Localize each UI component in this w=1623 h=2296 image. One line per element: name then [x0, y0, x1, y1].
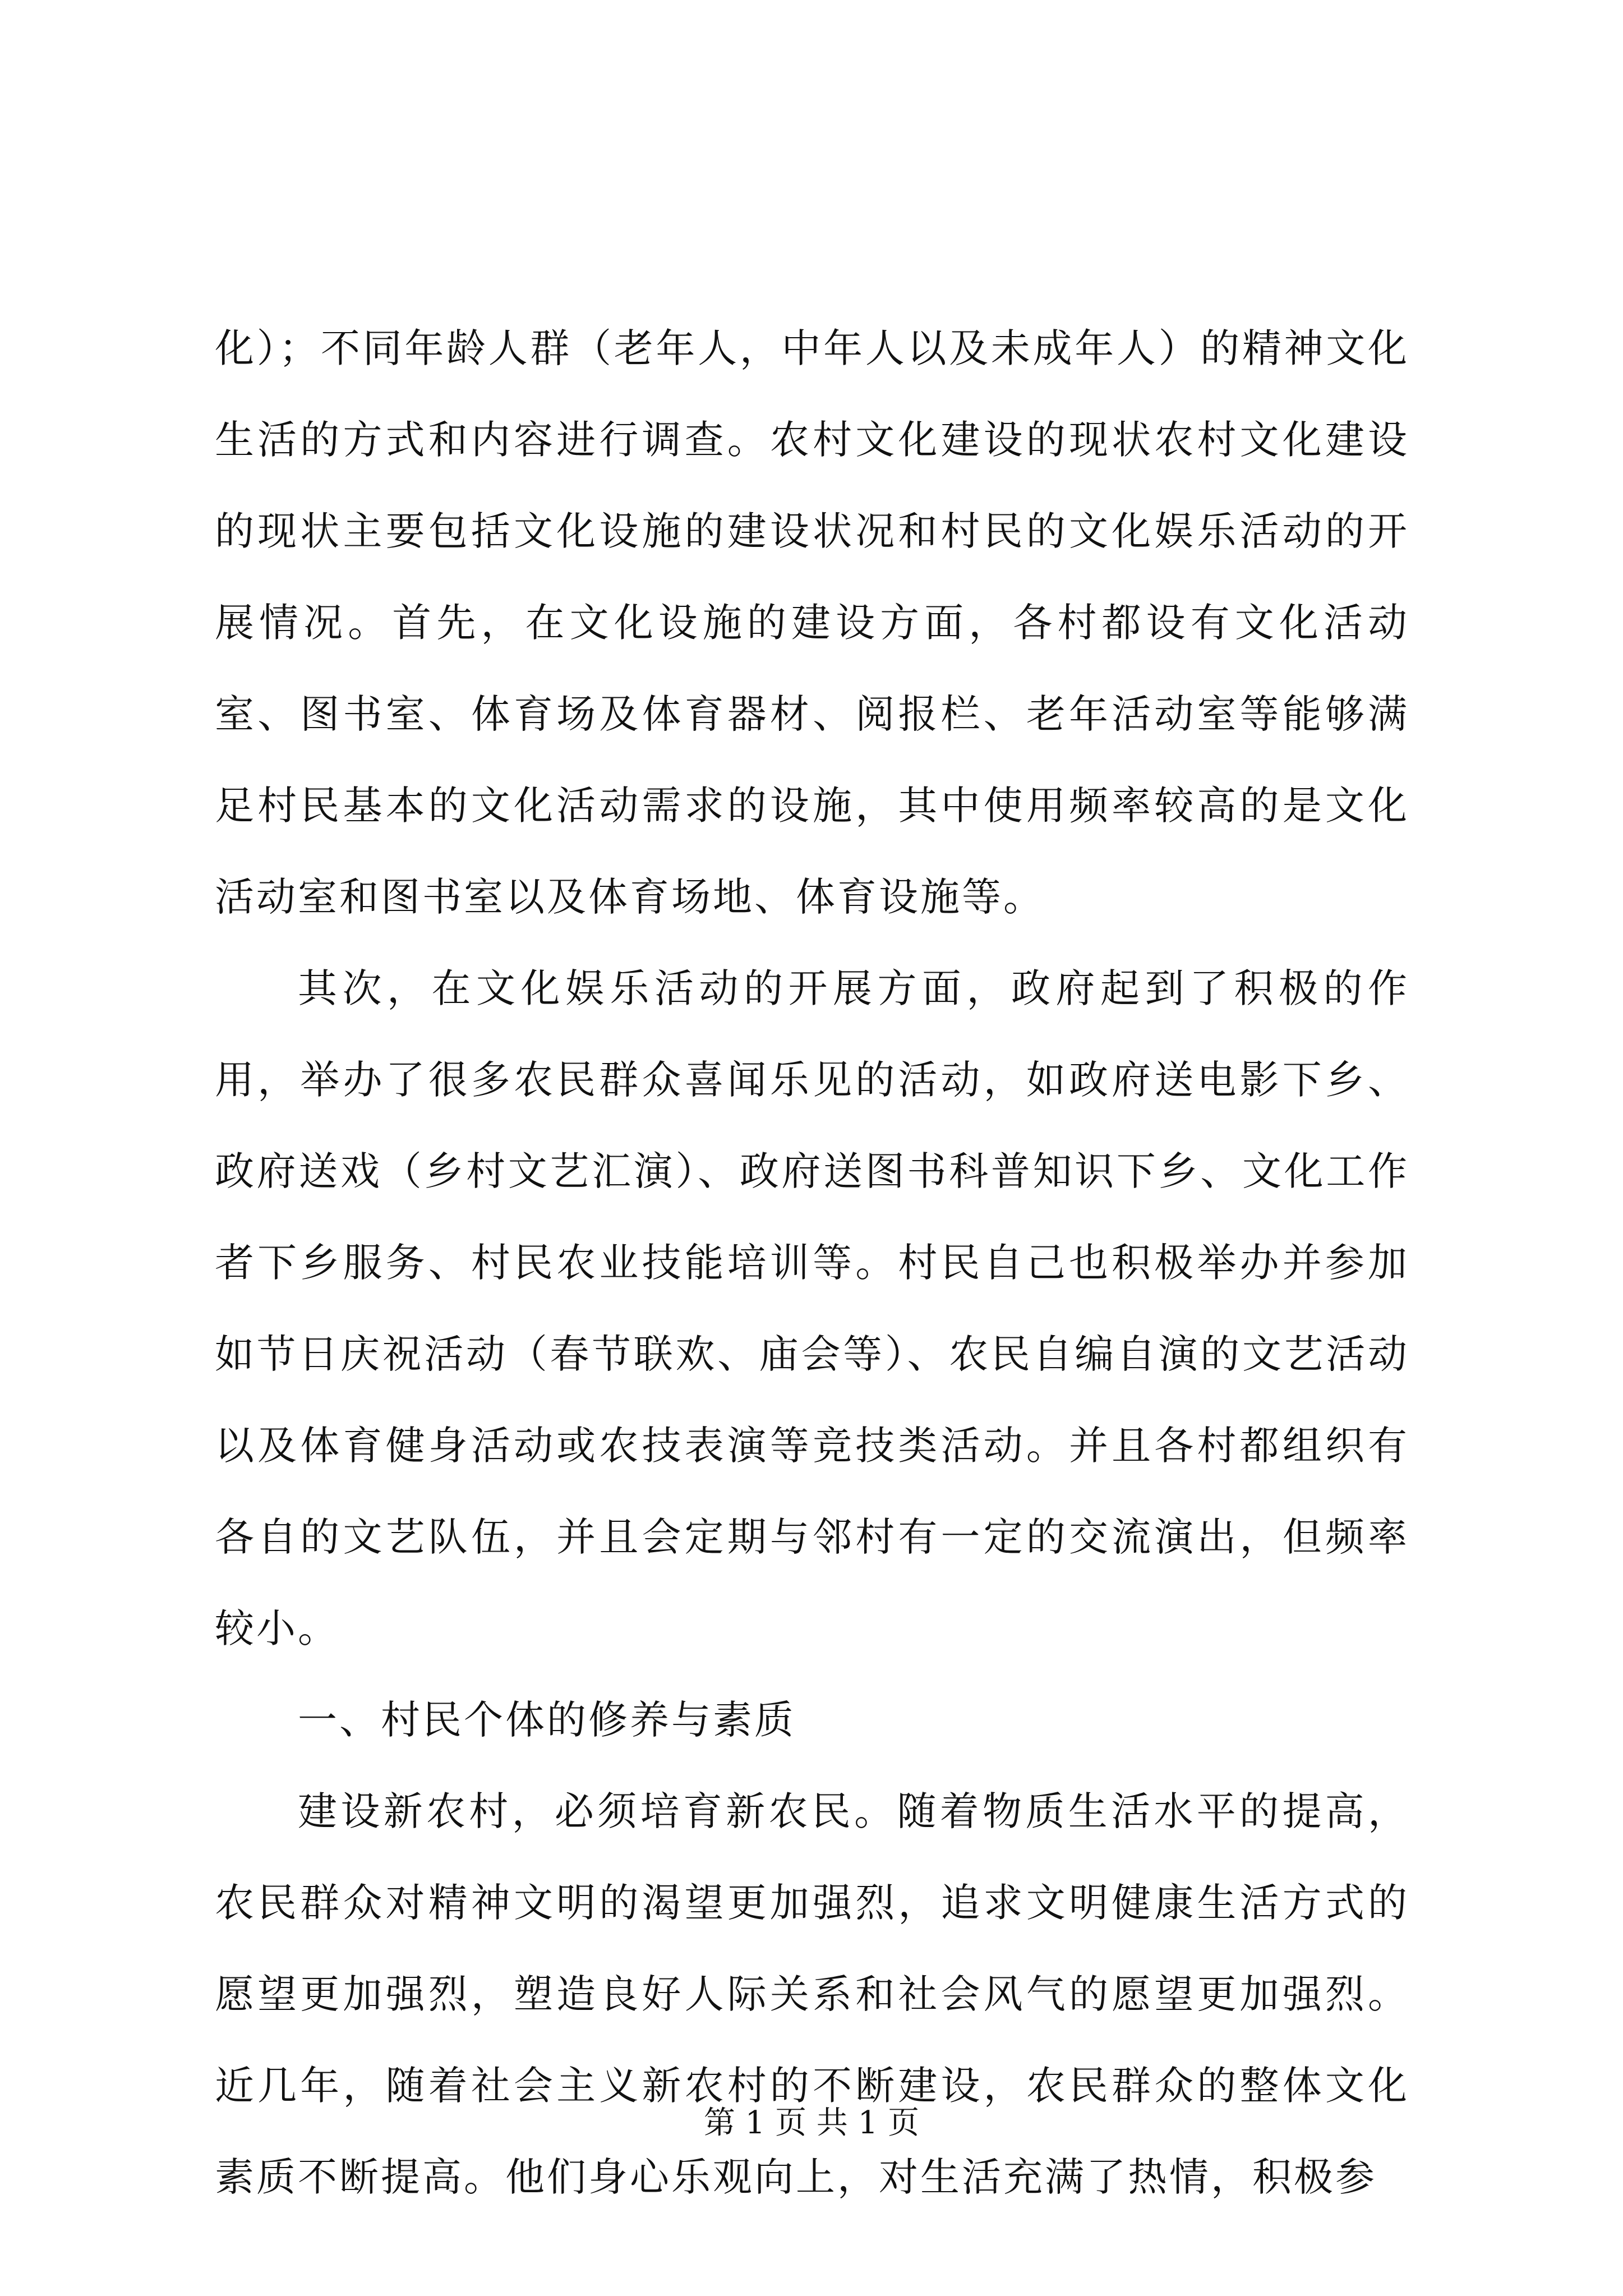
- paragraph-continuation: 化）；不同年龄人群（老年人，中年人以及未成年人）的精神文化生活的方式和内容进行调查。农村文化建设的现状农村文化建设的现状主要包括文化设施的建设状况和村民的文化娱乐活动的开展情况。首先，在文化设施的建设方面，各村都设有文化活动室、图书室、体育场及体育器材、阅报栏、老年活动室等能够满足村民基本的文化活动需求的设施，其中使用频率较高的是文化活动室和图书室以及体育场地、体育设施等。: [215, 325, 1409, 920]
- paragraph-new-farmers: 建设新农村，必须培育新农民。随着物质生活水平的提高，农民群众对精神文明的渴望更加强烈，追求文明健康生活方式的愿望更加强烈，塑造良好人际关系和社会风气的愿望更加强烈。近几年，随着社会主义新农村的不断建设，农民群众的整体文化素质不断提高。他们身心乐观向上，对生活充满了热情，积极参: [215, 1788, 1409, 2200]
- paragraph-activities: 其次，在文化娱乐活动的开展方面，政府起到了积极的作用，举办了很多农民群众喜闻乐见的活动，如政府送电影下乡、政府送戏（乡村文艺汇演）、政府送图书科普知识下乡、文化工作者下乡服务、村民农业技能培训等。村民自己也积极举办并参加如节日庆祝活动（春节联欢、庙会等）、农民自编自演的文艺活动以及体育健身活动或农技表演等竞技类活动。并且各村都组织有各自的文艺队伍，并且会定期与邻村有一定的交流演出，但频率较小。: [215, 965, 1409, 1651]
- document-body: [215, 303, 1409, 2223]
- section-heading: 一、村民个体的修养与素质: [298, 1697, 796, 1743]
- page-number-footer: 第 1 页 共 1 页: [703, 2105, 920, 2141]
